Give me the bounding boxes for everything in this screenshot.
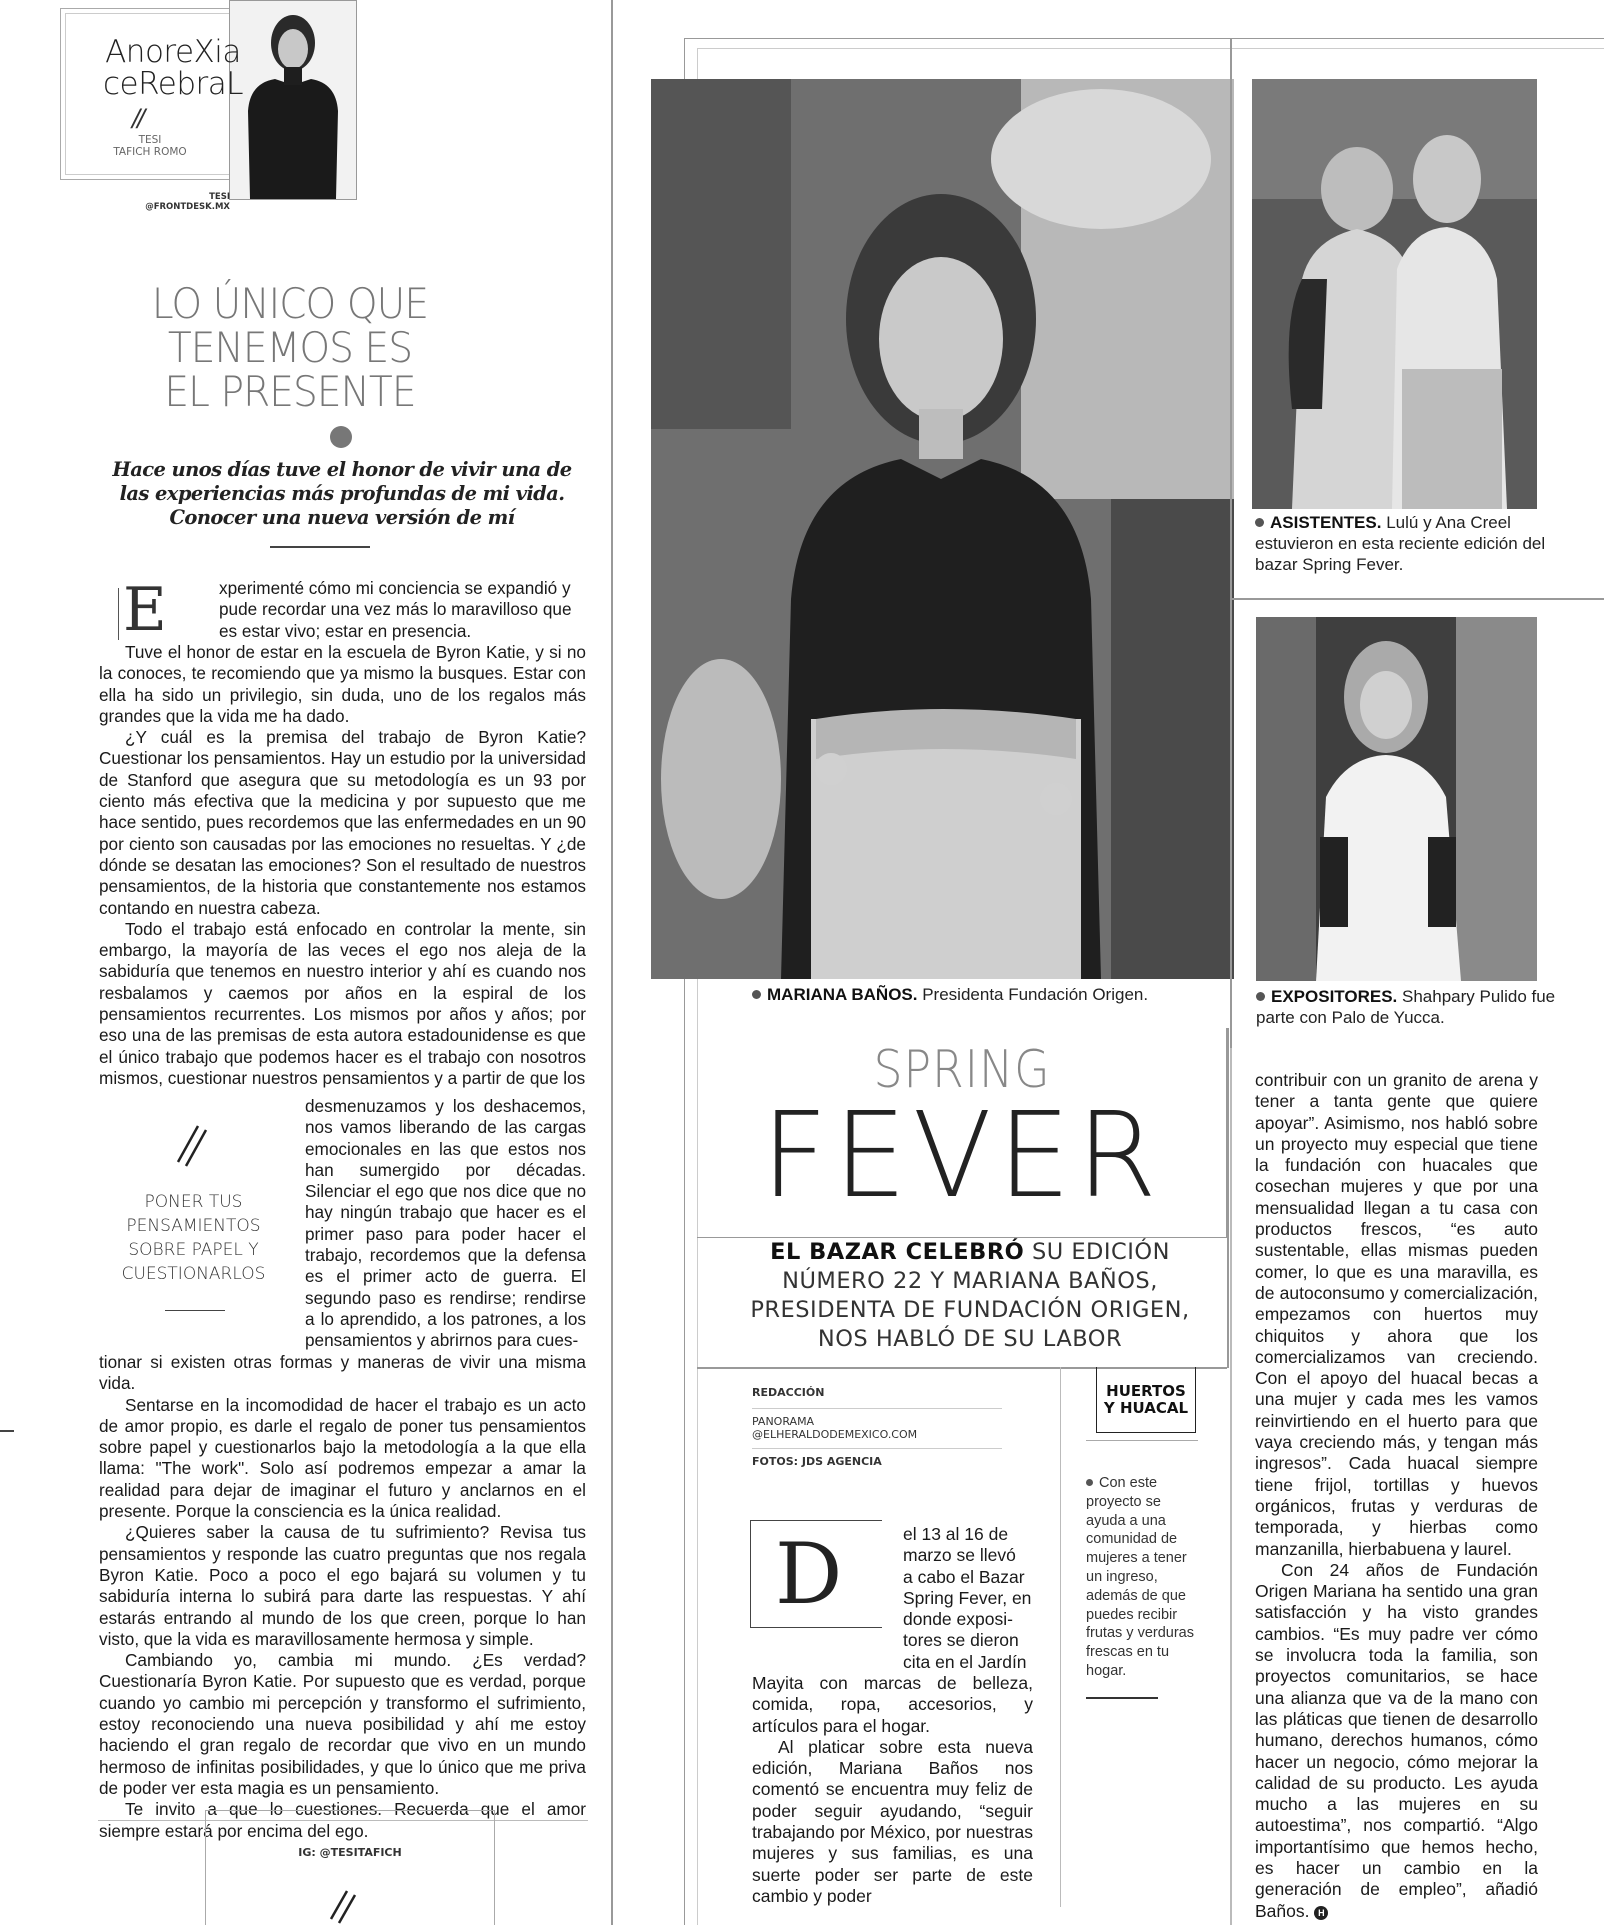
caption-main-text: Presidenta Fundación Origen. [922, 985, 1149, 1004]
body-paragraph: Cambiando yo, cambia mi mundo. ¿Es verdad? Cuestionaría Byron Katie. Por supuesto que es verdad, porque cuando yo cambio mi percepción y transformo el sufrimiento, estoy reconociendo una nueva posibilidad y ahí me estoy haciendo el gran regalo de recordar que vivo en un mundo hermoso de infinitas posibilidades, y que lo único que me priva de poder ver esta magia es un pensamiento. [99, 1650, 586, 1798]
body-paragraph: ¿Quieres saber la causa de tu sufrimiento? Revisa tus pensamientos y responde las cuatro preguntas que nos regala Byron Katie. Poco a poco el ego bajará su volumen y tu sabiduría interna lo subirá para darte las respuestas. Y ahí estarás entrando al mundo de los que creen, porque lo han visto, que la vida es maravillosamente hermosa y simple. [99, 1522, 586, 1649]
intro-line: cita en el Jardín [903, 1651, 1027, 1672]
column-name-line2: ceRebraL [102, 66, 244, 102]
body-paragraph: Tuve el honor de estar en la escuela de Byron Katie, y si no la conoces, te recomiendo que ya mismo la busques. Estar con ella ha sido un privilegio, sin duda, uno de los regalos más grandes que la vida me ha dado. [99, 642, 586, 726]
photo-credit-name: TESI [209, 192, 230, 202]
body-paragraph: ¿Y cuál es la premisa del trabajo de Byron Katie? Cuestionar los pensamientos. Hay un estudio por la universidad de Stanford que asegura que su metodología es un 93 por ciento más efectiva que la medicina y por supuesto que me hace sentido, pues recordemos que las enfermedades en un 90 por ciento son causadas por las emociones no resueltas. Y ¿de dónde se desatan las emociones? Son el resultado de nuestros pensamientos, de la historia que constantemente nos estamos contando en nuestra cabeza. [99, 727, 586, 918]
body-paragraph: contribuir con un granito de arena y tener a tanta gente que quiere apoyar”. Asimismo, nos habló sobre un proyecto muy especial que tiene la fundación con huacales que cosechan mujeres y que por una mensualidad llegan a tu casa con productos frescos, “es auto sustentable, ellas mismas pueden comer, lo que es una maravilla, es de autoconsumo y comercialización, empezamos con huertos muy chiquitos y ahora que los comercializamos van creciendo. Con el apoyo del huacal becas a una mujer y cada mes les vamos reinvirtiendo en el huerto para que vaya creciendo más, y tengan más ingresos”. Cada huacal siempre tiene frijol, tortillas y huevos orgánicos, frutas y verduras de temporada, y hierbas como manzanilla, hierbabuena y laurel. [1255, 1070, 1538, 1559]
sidebar-text: Con este proyecto se ayuda a una comunidad de mujeres a tener un ingreso, además de que puedes recibir frutas y verduras frescas en tu hogar. [1086, 1475, 1194, 1679]
author-photo [229, 0, 357, 200]
intro-line-2: pude recordar una vez más lo maravilloso que [219, 599, 572, 620]
bullet-icon [1255, 518, 1264, 527]
main-photo [651, 79, 1234, 979]
asistentes-photo [1252, 79, 1537, 509]
feature-col1-body [752, 1673, 1033, 1907]
subhead [730, 1238, 1210, 1354]
drop-cap-letter: E [123, 575, 167, 645]
caption-bottom-name: EXPOSITORES. [1271, 987, 1398, 1006]
body-paragraph: Mayita con marcas de belleza, comida, ropa, accesorios, y artículos para el hogar. [752, 1673, 1033, 1736]
photo-credit-handle: @FRONTDESK.MX [145, 202, 230, 212]
title-small: SPRING [873, 1040, 1051, 1100]
body-paragraph: Con 24 años de Fundación Origen Mariana ha sentido una gran satisfacción y ha visto grandes cambios. “Es muy padre ver cómo se involucra toda la familia, son proyectos comunitarios, se hace una alianza que va de la mano con las pláticas que tienen de desarrollo humano, derechos humanos, cómo hacer un negocio, cómo mejorar la calidad de su producto. Les ayuda mucho a las mujeres en su autoestima”, nos compartió. “Algo importantísimo que hemos hecho, es hacer un cambio en la generación de empleo”, añadió Baños. H [1255, 1559, 1538, 1921]
intro-line-1: xperimenté cómo mi conciencia se expandió y [219, 578, 571, 598]
asistentes-image [1252, 79, 1537, 509]
headline-line-1: LO ÚNICO QUE [151, 279, 429, 328]
sidebar-title [1096, 1383, 1196, 1417]
byline-email[interactable]: @ELHERALDODEMEXICO.COM [752, 1428, 918, 1441]
intro-line: donde exposi- [903, 1609, 1013, 1630]
mariana-banos-photo [651, 79, 1234, 979]
sidebar-title-1: HUERTOS [1106, 1382, 1186, 1400]
column-body-top [99, 642, 586, 1089]
body-paragraph: Al platicar sobre esta nueva edición, Mariana Baños nos comentó se encuentra muy feliz de poder seguir ayudando, “seguir trabajando por México, por nuestras mujeres y sus familias, es una suerte poder ser parte de este cambio y poder [752, 1736, 1033, 1906]
subhead-bold: EL BAZAR CELEBRÓ [770, 1239, 1025, 1265]
column-body-wrap: desmenuzamos y los deshacemos, nos vamos liberando de las cargas emocionales en las que estos nos han sumergido por décadas. Silenciar el ego que nos dice que no hay ningún trabajo que hacer es el primer paso para poder hacer el trabajo, recordemos que la defensa es el primer acto de guerra. El segundo paso es rendirse; rendirse a lo aprendido, a los patrones, a los pensamientos y abrirnos para cues- [305, 1096, 586, 1351]
author-first-name: TESI [138, 134, 162, 146]
expositores-image [1256, 617, 1537, 981]
bullet-icon [1256, 992, 1265, 1001]
intro-line: tores se dieron [903, 1630, 1019, 1651]
bullet-icon [752, 990, 761, 999]
intro-line: el 13 al 16 de [903, 1524, 1009, 1544]
feature-col3-body [1255, 1070, 1538, 1922]
pullquote-rule [165, 1310, 225, 1311]
title-big: FEVER [761, 1086, 1163, 1224]
caption-top-name: ASISTENTES. [1270, 513, 1382, 532]
column-deck: Hace unos días tuve el honor de vivir una de las experiencias más profundas de mi vida. Conocer una nueva versión de mí [112, 458, 572, 529]
drop-cap-d: D [775, 1525, 843, 1623]
headline-dot [330, 426, 352, 448]
intro-line: Spring Fever, en [903, 1587, 1032, 1608]
sidebar-title-2: Y HUACAL [1103, 1399, 1189, 1417]
byline [752, 1386, 1012, 1468]
ig-handle[interactable]: IG: @TESITAFICH [298, 1846, 402, 1859]
caption-bottom [1256, 986, 1556, 1028]
pullquote-slash [172, 1120, 212, 1170]
deck-rule [270, 546, 370, 548]
intro-line: marzo se llevó [903, 1545, 1016, 1566]
subhead-rest: SU EDICIÓN NÚMERO 22 Y MARIANA BAÑOS, PRESIDENTA DE FUNDACIÓN ORIGEN, NOS HABLÓ DE SU LABOR [750, 1239, 1190, 1352]
expositores-photo [1256, 617, 1537, 981]
byline-label: REDACCIÓN [752, 1386, 825, 1399]
author-portrait-image [230, 1, 356, 199]
body-paragraph: Te invito a que lo cuestiones. Recuerda que el amor siempre estará por encima del ego. [99, 1799, 586, 1841]
photos-credit: FOTOS: JDS AGENCIA [752, 1455, 882, 1468]
headline-line-3: EL PRESENTE [164, 367, 416, 416]
column-body-bottom [99, 1352, 586, 1842]
caption-main-name: MARIANA BAÑOS. [767, 985, 918, 1004]
pullquote: PONER TUS PENSAMIENTOS SOBRE PAPEL Y CUESTIONARLOS [121, 1192, 266, 1284]
bullet-icon [1086, 1479, 1093, 1486]
headline-line-2: TENEMOS ES [167, 323, 413, 372]
author-last-name: TAFICH ROMO [113, 146, 187, 158]
body-paragraph: Todo el trabajo está enfocado en controlar la mente, sin embargo, la mayoría de las veces el ego nos aleja de la sabiduría que tenemos en nuestro interior y ahí es cuando nos resbalamos y caemos por años en la espiral de los pensamientos recurrentes. Los mismos por años y años; por eso una de las premisas de esta autora estadounidense es que el único trabajo que podemos hacer es el trabajo con nosotros mismos, cuestionar nuestros pensamientos y a partir de que los [99, 918, 586, 1088]
body-paragraph: tionar si existen otras formas y maneras de vivir una misma vida. [99, 1352, 586, 1394]
caption-top [1255, 512, 1555, 575]
column-name-line1: AnoreXia [105, 34, 241, 70]
byline-section: PANORAMA [752, 1415, 815, 1428]
caption-top-text: Lulú y Ana Creel estuvieron en esta reciente edición del bazar Spring Fever. [1255, 513, 1546, 574]
caption-main [752, 984, 1232, 1005]
slash-ornament: // [132, 104, 143, 132]
caption-bottom-text: Shahpary Pulido fue parte con Palo de Yucca. [1256, 987, 1556, 1027]
column-intro [219, 578, 586, 642]
footer-slash-icon [325, 1885, 365, 1925]
drop-cap-box [118, 575, 167, 645]
intro-line: a cabo el Bazar [903, 1566, 1025, 1587]
feature-intro-lines [903, 1524, 1033, 1673]
body-paragraph: Sentarse en la incomodidad de hacer el trabajo es un acto de amor propio, es darle el regalo de poner tus pensamientos sobre papel y cuestionarlos bajo la metodología a la que ella llama: "The work". Solo así podremos empezar a amar la realidad para dejar de imaginar el futuro y anclarnos en el presente. Porque la consciencia es la única realidad. [99, 1394, 586, 1522]
end-mark-icon: H [1314, 1906, 1328, 1920]
column-headline [95, 279, 486, 416]
intro-line-3: es estar vivo; estar en presencia. [219, 620, 472, 641]
